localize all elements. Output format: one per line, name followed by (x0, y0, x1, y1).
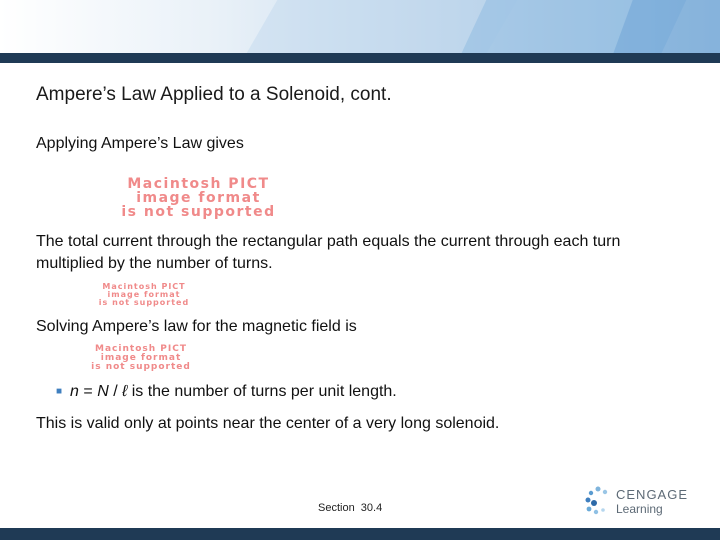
placeholder-line: Macintosh PICT (102, 282, 186, 291)
placeholder-line: is not supported (121, 204, 276, 220)
placeholder-line: image format (136, 190, 261, 206)
unsupported-image-placeholder (56, 177, 341, 219)
placeholder-line: image format (100, 353, 182, 363)
section-number: Section 30.4 (318, 502, 383, 514)
placeholder-line: Macintosh PICT (95, 344, 187, 354)
placeholder-line: image format (107, 290, 181, 299)
unsupported-image-placeholder (66, 345, 216, 372)
cengage-logo (583, 485, 693, 519)
bullet-rest: is the number of turns per unit length. (127, 383, 397, 400)
logo-wordmark: CENGAGE (616, 487, 689, 502)
placeholder-line: Macintosh PICT (127, 176, 270, 192)
placeholder-line: is not supported (91, 362, 191, 372)
unsupported-image-placeholder (60, 283, 228, 307)
paragraph-validity: This is valid only at points near the center of a very long solenoid. (36, 415, 500, 432)
paragraph-solving-law: Solving Ampere’s law for the magnetic field is (36, 318, 357, 335)
square-bullet-icon: ■ (56, 386, 63, 398)
top-divider-bar (0, 53, 720, 63)
cengage-dots-icon (583, 485, 613, 519)
placeholder-line: is not supported (98, 298, 190, 307)
bottom-divider-bar (0, 528, 720, 540)
logo-subtext: Learning (616, 502, 663, 516)
bullet-slash: / (108, 383, 123, 400)
header-banner (0, 0, 720, 53)
paragraph-applying-law: Applying Ampere’s Law gives (36, 135, 244, 152)
bullet-turns-per-length (56, 383, 397, 401)
slide-title: Ampere’s Law Applied to a Solenoid, cont. (36, 84, 392, 105)
var-n: n (70, 383, 79, 400)
bullet-eq: = (78, 383, 98, 400)
var-l: ℓ (122, 383, 128, 400)
var-N: N (97, 383, 109, 400)
paragraph-total-current: The total current through the rectangular path equals the current through each turn multiplied by the number of turns. (36, 233, 621, 272)
